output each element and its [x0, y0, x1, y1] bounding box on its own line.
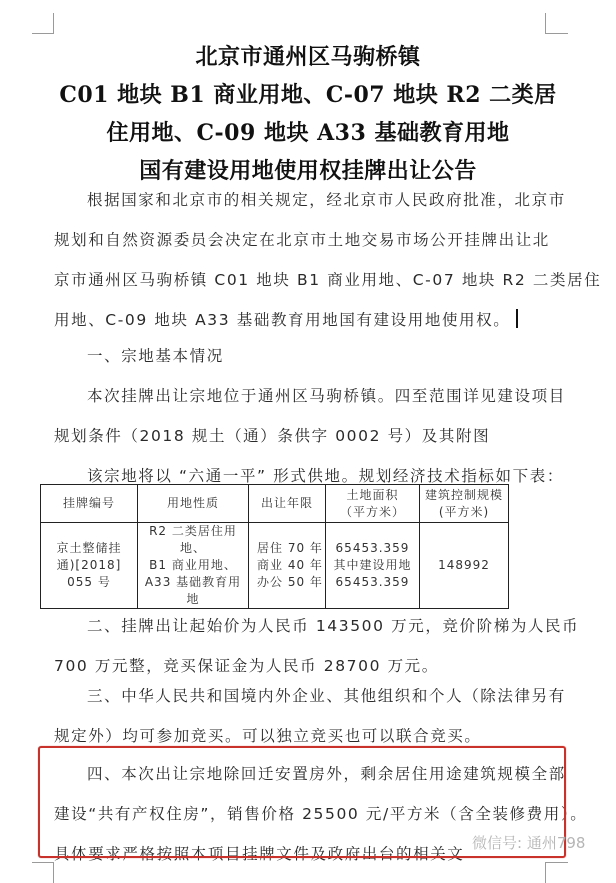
header-building-scale: 建筑控制规模 (平方米): [420, 485, 509, 523]
section-1: [54, 336, 566, 496]
intro-paragraph: [54, 180, 602, 340]
table-row: [41, 523, 509, 609]
header-term: 出让年限: [249, 485, 326, 523]
header-land-use: 用地性质: [138, 485, 249, 523]
table-header-row: [41, 485, 509, 523]
text-line: 规划和自然资源委员会决定在北京市土地交易市场公开挂牌出让北: [54, 231, 550, 249]
text-line: 该宗地将以 “六通一平” 形式供地。规划经济技术指标如下表：: [87, 467, 564, 485]
wechat-watermark: 微信号: 通州798: [472, 834, 586, 852]
text-line: 京市通州区马驹桥镇 C01 地块 B1 商业用地、C-07 地块 R2 二类居住: [54, 271, 602, 289]
text-line: 规划条件（2018 规土（通）条供字 0002 号）及其附图: [54, 427, 491, 445]
text-line: 具体要求严格按照本项目挂牌文件及政府出台的相关文: [54, 845, 465, 863]
title-line: C01 地块 B1 商业用地、C-07 地块 R2 二类居: [59, 82, 557, 108]
cell-term: 居住 70 年 商业 40 年 办公 50 年: [249, 523, 326, 609]
page-corner-mark-bottom-left: [32, 862, 54, 883]
header-area: 土地面积 （平方米）: [326, 485, 420, 523]
text-line: 建设“共有产权住房”，销售价格 25500 元/平方米（含全装修费用）。: [54, 805, 588, 823]
cell-land-use: R2 二类居住用地、 B1 商业用地、 A33 基础教育用地: [138, 523, 249, 609]
section-heading: 一、宗地基本情况: [87, 347, 224, 365]
text-content: 用地、C-09 地块 A33 基础教育用地国有建设用地使用权。: [54, 311, 511, 329]
title-line: 北京市通州区马驹桥镇: [195, 44, 421, 70]
header-listing-no: 挂牌编号: [41, 485, 138, 523]
title-line: 国有建设用地使用权挂牌出让公告: [139, 158, 477, 184]
text-line: 四、本次出让宗地除回迁安置房外，剩余居住用途建筑规模全部: [87, 765, 566, 783]
document-title: [40, 38, 576, 190]
page-corner-mark-top-right: [545, 13, 568, 34]
cell-area: 65453.359 其中建设用地 65453.359: [326, 523, 420, 609]
text-line: 二、挂牌出让起始价为人民币 143500 万元，竞价阶梯为人民币: [87, 617, 580, 635]
title-line: 住用地、C-09 地块 A33 基础教育用地: [106, 120, 510, 146]
cell-listing-no: 京土整储挂 通)[2018] 055 号: [41, 523, 138, 609]
text-line: 700 万元整，竞买保证金为人民币 28700 万元。: [54, 657, 439, 675]
section-3: [54, 676, 566, 756]
text-line: 根据国家和北京市的相关规定，经北京市人民政府批准，北京市: [87, 191, 566, 209]
text-line: 三、中华人民共和国境内外企业、其他组织和个人（除法律另有: [87, 687, 566, 705]
text-cursor: [516, 309, 518, 328]
page-corner-mark-top-left: [32, 13, 54, 34]
text-line: 规定外）均可参加竞买。可以独立竞买也可以联合竞买。: [54, 727, 482, 745]
section-2: [54, 606, 580, 686]
land-spec-table: [40, 484, 509, 609]
cell-building-scale: 148992: [420, 523, 509, 609]
text-line: 本次挂牌出让宗地位于通州区马驹桥镇。四至范围详见建设项目: [87, 387, 566, 405]
text-line-with-cursor[interactable]: [54, 300, 559, 340]
